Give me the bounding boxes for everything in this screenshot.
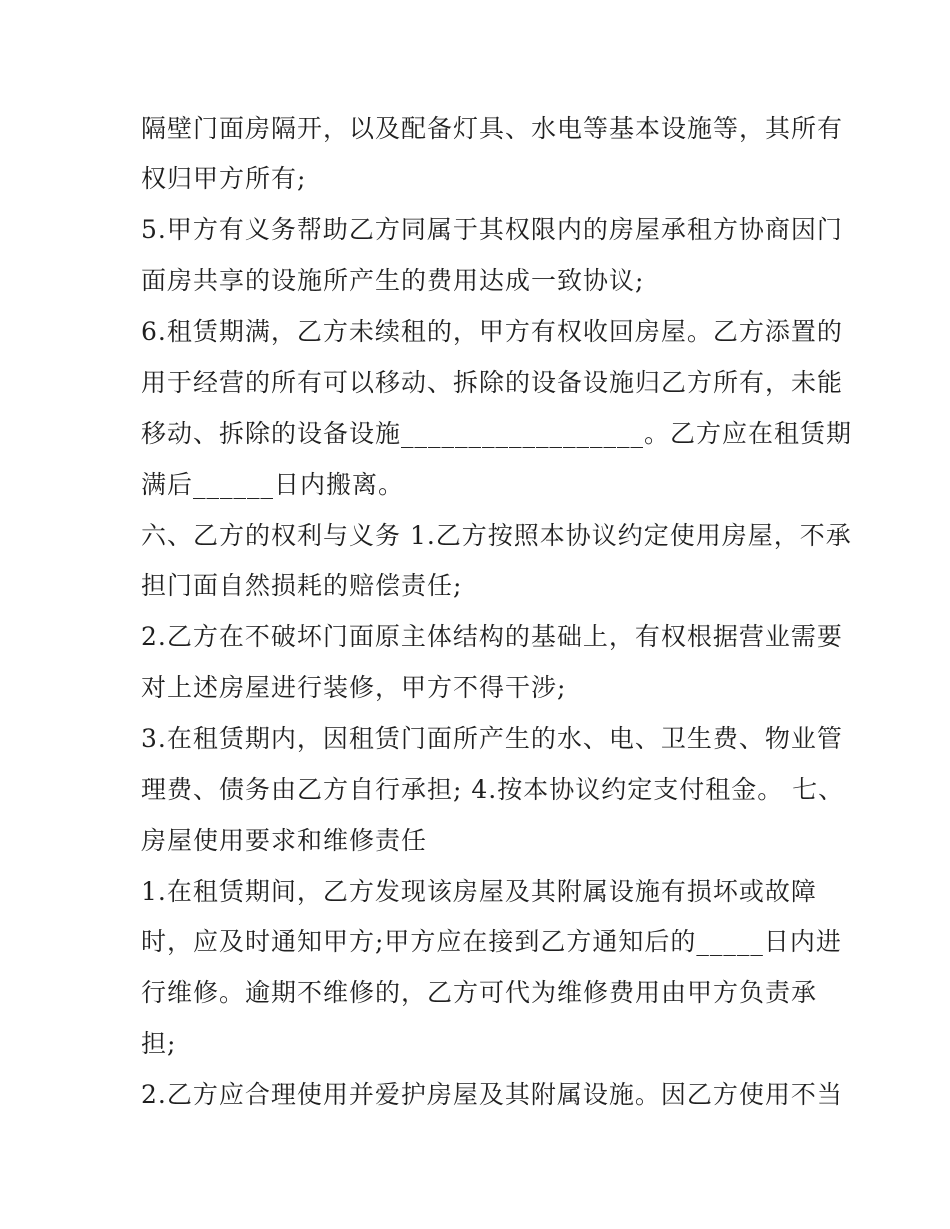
text-line: 理费、债务由乙方自行承担; 4.按本协议约定支付租金。 七、 xyxy=(141,775,845,804)
text-line: 2.乙方应合理使用并爱护房屋及其附属设施。因乙方使用不当 xyxy=(141,1080,843,1109)
text-line: 满后______日内搬离。 xyxy=(141,470,405,499)
text-line: 时，应及时通知甲方;甲方应在接到乙方通知后的_____日内进 xyxy=(141,927,842,956)
text-line: 移动、拆除的设备设施__________________。乙方应在租赁期 xyxy=(141,419,853,448)
text-line: 权归甲方所有; xyxy=(141,164,307,193)
text-line: 担门面自然损耗的赔偿责任; xyxy=(141,571,463,600)
text-line: 5.甲方有义务帮助乙方同属于其权限内的房屋承租方协商因门 xyxy=(141,215,843,244)
text-line: 2.乙方在不破坏门面原主体结构的基础上，有权根据营业需要 xyxy=(141,622,843,651)
text-line: 面房共享的设施所产生的费用达成一致协议; xyxy=(141,266,645,295)
text-line: 行维修。逾期不维修的，乙方可代为维修费用由甲方负责承 xyxy=(141,978,818,1007)
text-line: 用于经营的所有可以移动、拆除的设备设施归乙方所有，未能 xyxy=(141,368,844,397)
text-line: 六、乙方的权利与义务 1.乙方按照本协议约定使用房屋，不承 xyxy=(141,521,852,550)
text-line: 隔壁门面房隔开，以及配备灯具、水电等基本设施等，其所有 xyxy=(141,114,844,143)
text-line: 对上述房屋进行装修，甲方不得干涉; xyxy=(141,673,567,702)
text-line: 1.在租赁期间，乙方发现该房屋及其附属设施有损坏或故障 xyxy=(141,877,817,906)
text-line: 担; xyxy=(141,1029,177,1058)
text-line: 房屋使用要求和维修责任 xyxy=(141,826,428,855)
text-line: 6.租赁期满，乙方未续租的，甲方有权收回房屋。乙方添置的 xyxy=(141,317,843,346)
text-line: 3.在租赁期内，因租赁门面所产生的水、电、卫生费、物业管 xyxy=(141,724,843,753)
